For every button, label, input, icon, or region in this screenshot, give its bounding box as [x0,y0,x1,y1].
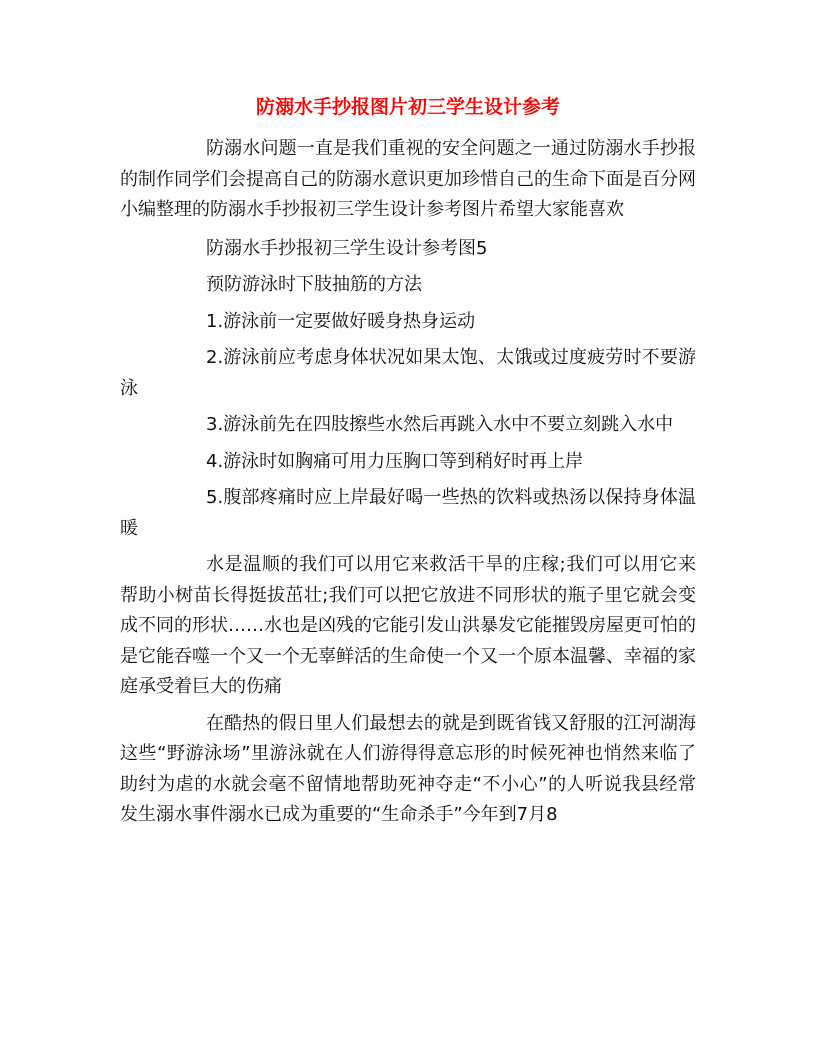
summer-paragraph: 在酷热的假日里人们最想去的就是到既省钱又舒服的江河湖海这些“野游泳场”里游泳就在人们游得得意忘形的时候死神也悄然来临了助纣为虐的水就会毫不留情地帮助死神夺走“不小心”的人听说我县经常发生溺水事件溺水已成为重要的“生命杀手”今年到7月8 [120,712,696,825]
document-body [120,134,696,831]
document-title: 防溺水手抄报图片初三学生设计参考 [255,96,560,118]
list-item: 1.游泳前一定要做好暖身热身运动 [206,310,476,332]
list-item: 2.游泳前应考虑身体状况如果太饱、太饿或过度疲劳时不要游泳 [120,347,696,399]
list-item: 5.腹部疼痛时应上岸最好喝一些热的饮料或热汤以保持身体温暖 [120,487,696,539]
figure-caption: 防溺水手抄报初三学生设计参考图5 [206,237,488,259]
list-item: 4.游泳时如胸痛可用力压胸口等到稍好时再上岸 [206,450,584,472]
intro-paragraph: 防溺水问题一直是我们重视的安全问题之一通过防溺水手抄报的制作同学们会提高自己的防溺水意识更加珍惜自己的生命下面是百分网小编整理的防溺水手抄报初三学生设计参考图片希望大家能喜欢 [120,138,696,220]
list-item: 3.游泳前先在四肢擦些水然后再跳入水中不要立刻跳入水中 [206,414,674,435]
section-heading: 预防游泳时下肢抽筋的方法 [206,274,422,295]
water-paragraph: 水是温顺的我们可以用它来救活干旱的庄稼;我们可以用它来帮助小树苗长得挺拔茁壮;我们可以把它放进不同形状的瓶子里它就会变成不同的形状……水也是凶残的它能引发山洪暴发它能摧毁房屋更可怕的是它能吞噬一个又一个无辜鲜活的生命使一个又一个原本温馨、幸福的家庭承受着巨大的伤痛 [120,554,696,697]
